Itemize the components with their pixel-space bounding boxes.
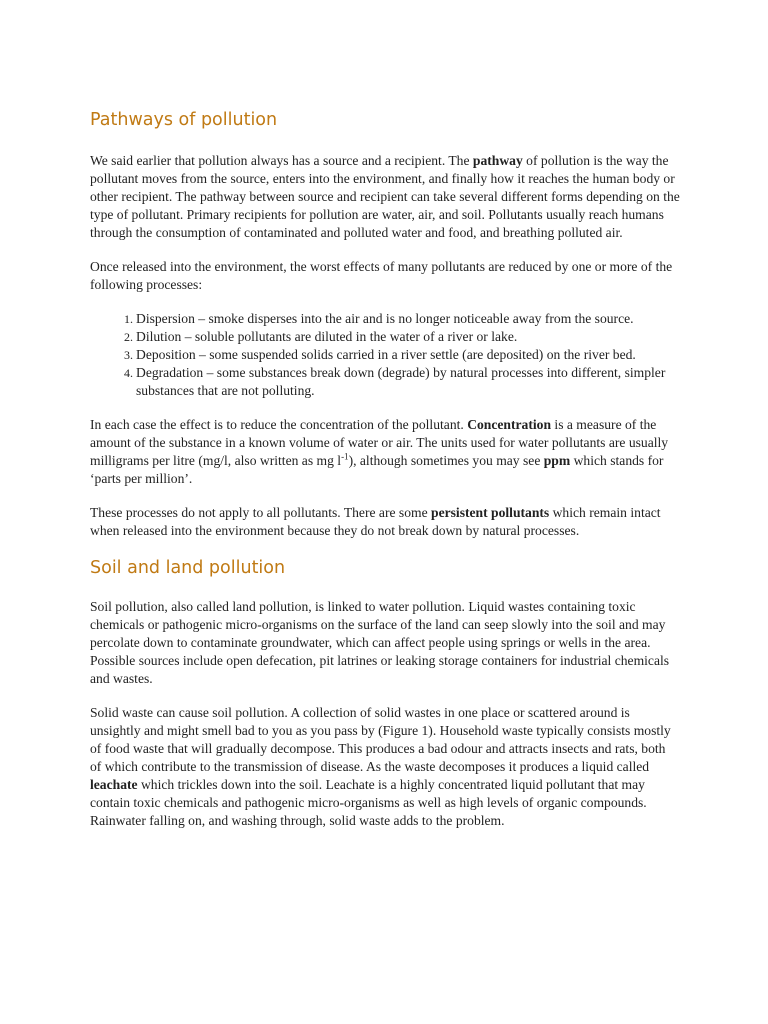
list-item: 1. Dispersion – smoke disperses into the air and is no longer noticeable away from the source. [136, 310, 680, 328]
text-span: These processes do not apply to all pollutants. There are some [90, 505, 432, 520]
section-heading-soil-land: Soil and land pollution [90, 558, 286, 578]
text-span: which remain intact when released into the environment because they do not break down by natural processes. [90, 505, 661, 538]
paragraph-processes-intro: Once released into the environment, the worst effects of many pollutants are reduced by one or more of the following processes: [90, 259, 673, 292]
paragraph-concentration [90, 416, 680, 488]
list-item: 4. Degradation – some substances break down (degrade) by natural processes into different, simpler substances that are not polluting. [136, 364, 680, 400]
processes-list [90, 310, 680, 400]
document-page [90, 108, 680, 830]
paragraph-persistent-pollutants [90, 504, 680, 540]
text-span: is a measure of the amount of the substance in a known volume of water or air. The units used for water pollutants are usually milligrams per litre (mg/l, also written as mg l [90, 417, 669, 468]
bold-term-ppm: ppm [543, 453, 571, 468]
paragraph-solid-waste [90, 704, 680, 830]
text-span: In each case the effect is to reduce the concentration of the pollutant. [90, 417, 468, 432]
bold-term-pathway: pathway [472, 153, 523, 168]
section-heading-pathways: Pathways of pollution [90, 110, 278, 130]
text-span: Solid waste can cause soil pollution. A collection of solid wastes in one place or scattered around is unsightly and might smell bad to you as you pass by (Figure 1). Household waste typically consists mostly of food waste that will gradually decompose. This produces a bad odour and attracts insects and rats, both of which contribute to the transmission of disease. As the waste decomposes it produces a liquid called [90, 705, 671, 774]
superscript: -1 [341, 451, 349, 462]
bold-term-leachate: leachate [90, 777, 138, 792]
text-span: which trickles down into the soil. Leachate is a highly concentrated liquid pollutant that may contain toxic chemicals and pathogenic micro-organisms as well as high levels of organic compounds. Rainwater falling on, and washing through, solid waste adds to the problem. [90, 777, 647, 828]
text-span: ), although sometimes you may see [348, 453, 544, 468]
text-span: We said earlier that pollution always has a source and a recipient. The [90, 153, 473, 168]
list-item: 3. Deposition – some suspended solids carried in a river settle (are deposited) on the river bed. [136, 346, 680, 364]
paragraph-soil-pollution: Soil pollution, also called land pollution, is linked to water pollution. Liquid wastes containing toxic chemicals or pathogenic micro-organisms on the surface of the land can seep slowly into the soil and may percolate down to contaminate groundwater, which can affect people using springs or wells in the area. Possible sources include open defecation, pit latrines or leaking storage containers for industrial chemicals and wastes. [90, 599, 670, 686]
bold-term-persistent-pollutants: persistent pollutants [431, 505, 550, 520]
text-span: of pollution is the way the pollutant moves from the source, enters into the environment, and finally how it reaches the human body or other recipient. The pathway between source and recipient can take several different forms depending on the type of pollutant. Primary recipients for pollution are water, air, and soil. Pollutants usually reach humans through the consumption of contaminated and polluted water and food, and breathing polluted air. [90, 153, 680, 240]
text-span: which stands for ‘parts per million’. [90, 453, 664, 486]
paragraph-pathway-definition [90, 152, 680, 242]
bold-term-concentration: Concentration [467, 417, 552, 432]
list-item: 2. Dilution – soluble pollutants are diluted in the water of a river or lake. [136, 328, 680, 346]
